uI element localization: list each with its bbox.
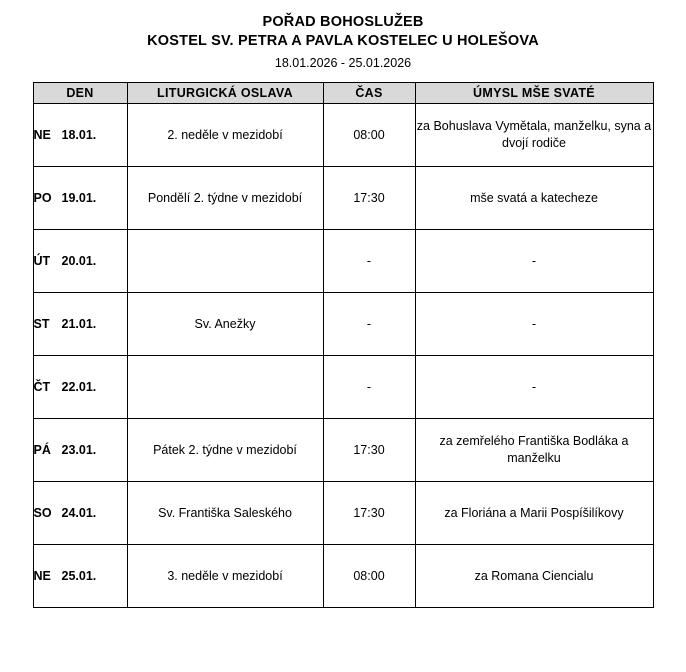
cell-time: 17:30 — [323, 167, 415, 230]
day-date: 18.01. — [61, 128, 97, 142]
date-range: 18.01.2026 - 25.01.2026 — [274, 56, 412, 70]
cell-intention: - — [415, 230, 653, 293]
cell-day — [33, 293, 127, 356]
cell-intention: - — [415, 356, 653, 419]
cell-intention: za zemřelého Františka Bodláka a manželku — [415, 419, 653, 482]
day-of-week: PÁ — [33, 443, 51, 457]
cell-time: 08:00 — [323, 545, 415, 608]
table-row — [33, 293, 653, 356]
table-row — [33, 167, 653, 230]
day-of-week: ČT — [33, 380, 51, 394]
mass-schedule-table — [33, 82, 654, 608]
cell-time: - — [323, 356, 415, 419]
day-of-week: PO — [33, 191, 52, 205]
cell-feast: Pátek 2. týdne v mezidobí — [127, 419, 323, 482]
cell-feast: 3. neděle v mezidobí — [127, 545, 323, 608]
cell-day — [33, 356, 127, 419]
column-header-feast: LITURGICKÁ OSLAVA — [127, 83, 323, 104]
day-of-week: NE — [33, 569, 51, 583]
table-row — [33, 482, 653, 545]
column-header-time: ČAS — [323, 83, 415, 104]
table-row — [33, 230, 653, 293]
cell-intention: za Floriána a Marii Pospíšilíkovy — [415, 482, 653, 545]
table-row — [33, 419, 653, 482]
day-of-week: ÚT — [33, 254, 51, 268]
cell-feast — [127, 230, 323, 293]
cell-feast: Pondělí 2. týdne v mezidobí — [127, 167, 323, 230]
table-body — [33, 104, 653, 608]
day-date: 22.01. — [61, 380, 97, 394]
cell-feast: Sv. Františka Saleského — [127, 482, 323, 545]
day-date: 20.01. — [61, 254, 97, 268]
cell-intention: - — [415, 293, 653, 356]
day-of-week: SO — [33, 506, 52, 520]
cell-day — [33, 104, 127, 167]
page-subtitle: KOSTEL SV. PETRA A PAVLA KOSTELEC U HOLEŠOVA — [147, 33, 539, 49]
day-date: 21.01. — [61, 317, 97, 331]
day-of-week: ST — [33, 317, 50, 331]
cell-time: - — [323, 293, 415, 356]
day-of-week: NE — [33, 128, 51, 142]
column-header-day: DEN — [33, 83, 127, 104]
page-title: POŘAD BOHOSLUŽEB — [262, 14, 424, 30]
cell-day — [33, 230, 127, 293]
cell-day — [33, 419, 127, 482]
cell-feast: Sv. Anežky — [127, 293, 323, 356]
cell-day — [33, 482, 127, 545]
column-header-intention: ÚMYSL MŠE SVATÉ — [415, 83, 653, 104]
cell-intention: za Bohuslava Vymětala, manželku, syna a dvojí rodiče — [415, 104, 653, 167]
cell-time: - — [323, 230, 415, 293]
cell-day — [33, 167, 127, 230]
cell-intention: za Romana Ciencialu — [415, 545, 653, 608]
day-date: 24.01. — [61, 506, 97, 520]
cell-time: 17:30 — [323, 419, 415, 482]
cell-time: 17:30 — [323, 482, 415, 545]
cell-day — [33, 545, 127, 608]
day-date: 25.01. — [61, 569, 97, 583]
cell-time: 08:00 — [323, 104, 415, 167]
table-row — [33, 545, 653, 608]
cell-feast: 2. neděle v mezidobí — [127, 104, 323, 167]
table-row — [33, 356, 653, 419]
table-header-row — [33, 83, 653, 104]
cell-feast — [127, 356, 323, 419]
day-date: 19.01. — [61, 191, 97, 205]
cell-intention: mše svatá a katecheze — [415, 167, 653, 230]
day-date: 23.01. — [61, 443, 97, 457]
document-header — [0, 0, 686, 74]
table-row — [33, 104, 653, 167]
